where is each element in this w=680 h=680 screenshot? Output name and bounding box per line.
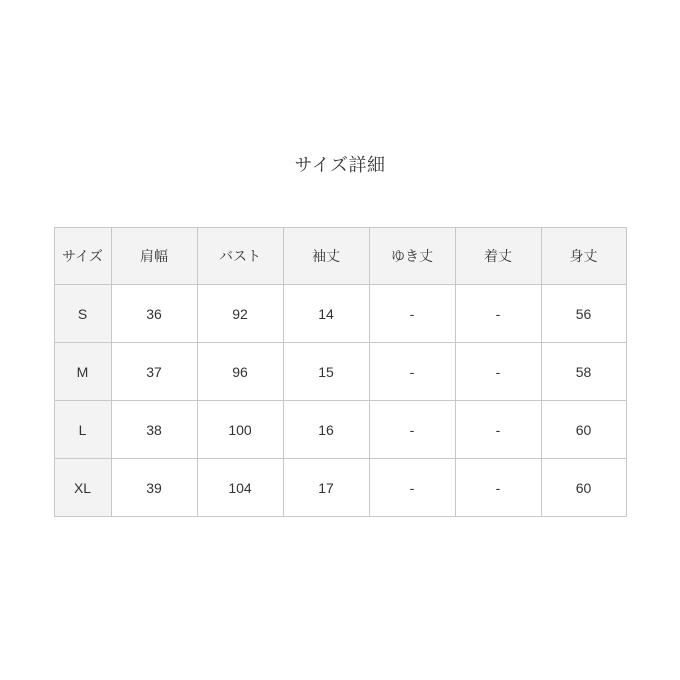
table-cell: - [455, 285, 541, 343]
table-cell: - [455, 401, 541, 459]
table-row-size-l [54, 401, 626, 459]
table-cell: - [369, 459, 455, 517]
size-row-label: L [54, 401, 111, 459]
table-cell: 14 [283, 285, 369, 343]
header-cell-body-length: 身丈 [541, 228, 626, 285]
table-cell: 17 [283, 459, 369, 517]
header-cell-shoulder-width: 肩幅 [111, 228, 197, 285]
table-cell: 60 [541, 401, 626, 459]
table-cell: 16 [283, 401, 369, 459]
table-cell: - [369, 401, 455, 459]
header-cell-size: サイズ [54, 228, 111, 285]
table-cell: 56 [541, 285, 626, 343]
table-cell: 37 [111, 343, 197, 401]
table-cell: 58 [541, 343, 626, 401]
table-row-size-s [54, 285, 626, 343]
size-row-label: S [54, 285, 111, 343]
table-row-size-m [54, 343, 626, 401]
table-cell: 60 [541, 459, 626, 517]
table-cell: 39 [111, 459, 197, 517]
size-row-label: M [54, 343, 111, 401]
table-cell: 96 [197, 343, 283, 401]
table-cell: 104 [197, 459, 283, 517]
table-cell: 100 [197, 401, 283, 459]
header-cell-sleeve-length: 袖丈 [283, 228, 369, 285]
table-cell: - [455, 459, 541, 517]
table-cell: - [369, 343, 455, 401]
header-cell-garment-length: 着丈 [455, 228, 541, 285]
size-table-header-row [54, 228, 626, 285]
size-row-label: XL [54, 459, 111, 517]
header-cell-bust: バスト [197, 228, 283, 285]
size-table [54, 227, 627, 517]
table-cell: - [369, 285, 455, 343]
header-cell-yuki-length: ゆき丈 [369, 228, 455, 285]
table-cell: 38 [111, 401, 197, 459]
page-title: サイズ詳細 [294, 155, 386, 175]
table-row-size-xl [54, 459, 626, 517]
table-cell: 92 [197, 285, 283, 343]
table-cell: - [455, 343, 541, 401]
table-cell: 36 [111, 285, 197, 343]
table-cell: 15 [283, 343, 369, 401]
